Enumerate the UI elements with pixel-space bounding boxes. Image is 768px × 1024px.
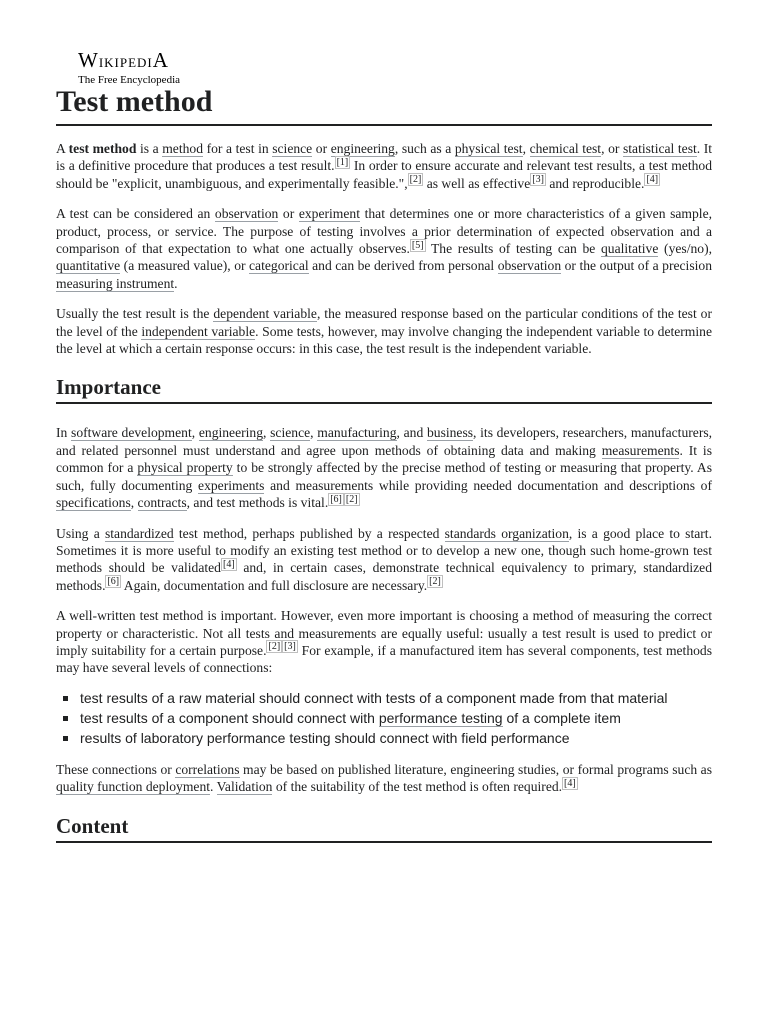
text: , [191,425,199,441]
text: or [312,141,331,156]
citation-ref[interactable]: [2] [268,641,281,653]
text: . [174,275,178,291]
link-experiment[interactable]: experiment [298,206,360,222]
text: and, in certain cases, demonstrate technical equivalency to primary, standardized methods. [56,560,712,593]
link-observation[interactable]: observation [214,206,279,222]
link-statistical-test[interactable]: statistical test [622,141,697,156]
text: , [263,425,271,441]
bullet-icon [63,736,68,741]
connections-list [56,690,712,747]
logo-wordmark-rest: ikipedi [98,51,153,72]
text: , the measured response based on the particular conditions of the test or the level of the [56,306,713,339]
citation-ref[interactable]: [2] [345,493,358,505]
link-chemical-test[interactable]: chemical test [529,141,602,156]
link-business[interactable]: business [426,425,474,441]
list-item [80,690,712,707]
list-item [80,710,712,727]
logo-wordmark: WikipediA [78,48,169,72]
text: as well as effective [423,175,531,191]
text: A well-written test method is important. However, even more important is choosing a method of measuring the correct property or characteristic. Not all tests and measurements are equally useful: usually a test result is used to predict or imply suitability for a certain purpose. [56,608,712,658]
link-standards-organization[interactable]: standards organization [444,525,569,541]
link-specifications[interactable]: specifications [56,495,131,511]
link-manufacturing[interactable]: manufacturing [317,425,397,441]
citation-ref[interactable]: [4] [564,777,576,789]
text: Usually the test result is the [56,306,214,322]
bullet-icon [63,716,68,721]
link-quality-function-deployment[interactable]: quality function deployment [56,779,211,795]
text: These connections or [56,761,176,777]
link-categorical[interactable]: categorical [249,258,309,274]
link-physical-test[interactable]: physical test [454,141,523,156]
logo-tagline: The Free Encyclopedia [78,74,181,86]
link-dependent-variable[interactable]: dependent variable [213,306,317,322]
link-software-development[interactable]: software development [71,425,192,441]
link-physical-property[interactable]: physical property [137,460,233,476]
text: (yes/no), [658,241,713,257]
list-item-text: test results of a raw material should connect with tests of a component made from that material [80,689,668,706]
link-engineering[interactable]: engineering [198,425,264,441]
link-validation[interactable]: Validation [216,779,273,795]
citation-ref[interactable]: [5] [411,239,424,251]
text: Again, documentation and full disclosure are necessary. [121,577,428,593]
citation-ref[interactable]: [6] [107,576,120,588]
importance-paragraph-1 [56,424,712,511]
link-measurements[interactable]: measurements [601,442,680,458]
list-item-text: of a complete item [502,709,621,726]
text: , [522,141,530,156]
text: The results of testing can be [425,241,601,257]
page-title: Test method [56,82,712,126]
text: Using a [56,525,105,541]
link-performance-testing[interactable]: performance testing [378,709,503,726]
citation-ref[interactable]: [3] [284,641,296,653]
intro-paragraph-2 [56,205,712,292]
importance-paragraph-3 [56,607,712,677]
section-heading-content: Content [56,813,712,843]
text: , [130,495,138,511]
list-item-text: results of laboratory performance testing should connect with field performance [80,729,570,746]
citation-ref[interactable]: [1] [336,156,349,168]
link-independent-variable[interactable]: independent variable [141,323,256,339]
text: , and [396,425,427,441]
citation-ref[interactable]: [3] [532,174,544,186]
text: For example, if a manufactured item has several components, test methods may have several levels of connections: [56,642,713,676]
importance-paragraph-4 [56,761,712,796]
text: and can be derived from personal [308,258,498,274]
importance-paragraph-2 [56,525,712,595]
text: , such as a [394,141,455,156]
text: for a test in [203,141,273,156]
citation-ref[interactable]: [4] [646,174,659,186]
bold-term: test method [68,141,137,156]
citation-ref[interactable]: [2] [409,174,422,186]
bullet-icon [63,696,68,701]
text: In order to ensure accurate and relevant test results, a test method should be "explicit, unambiguous, and experimentally feasible.", [56,158,712,191]
text: and reproducible. [545,175,645,191]
link-measuring-instrument[interactable]: measuring instrument [56,275,175,291]
text: A test can be considered an [56,206,215,222]
text: may be based on published literature, engineering studies, or formal programs such as [239,761,713,777]
text: . Some tests, however, may involve changing the independent variable to determine the level at which a certain response occurs: in this case, the test result is the independent variable. [56,323,712,357]
link-science[interactable]: science [270,425,311,441]
text: or [278,206,299,222]
section-heading-importance: Importance [56,374,712,404]
link-contracts[interactable]: contracts [137,495,187,511]
text: , its developers, researchers, manufacturers, and related personnel must understand and agree upon methods of obtaining data and making [56,425,713,458]
link-correlations[interactable]: correlations [175,761,240,777]
intro-paragraph-1 [56,140,712,192]
link-qualitative[interactable]: qualitative [600,241,659,257]
text: and measurements while providing needed documentation and descriptions of [264,477,712,493]
text: , and test methods is vital. [186,495,329,511]
text: , is a good place to start. Sometimes it is more useful to modify an existing test method or to develop a new one, though such home-grown test methods should be validated [56,525,712,576]
text: . [210,779,217,795]
link-engineering[interactable]: engineering [330,141,395,156]
text: (a measured value), or [120,258,250,274]
link-method[interactable]: method [162,141,204,156]
text: . It is common for a [56,442,712,476]
link-quantitative[interactable]: quantitative [56,258,121,274]
list-item [80,730,712,747]
text: . It is a definitive procedure that produces a test result. [56,141,713,174]
text: that determines one or more characteristics of a given sample, product, process, or service. The purpose of testing involves a prior determination of expected observation and a comparison of that expectation to what one actually observes. [56,206,712,257]
link-experiments[interactable]: experiments [198,477,265,493]
text: of the suitability of the test method is often required. [272,779,563,795]
citation-ref[interactable]: [2] [429,576,441,588]
link-observation[interactable]: observation [497,258,562,274]
text: , [310,425,318,441]
text: test method, perhaps published by a respected [173,525,445,541]
text: , or [601,141,623,156]
text: A [56,141,69,156]
citation-ref[interactable]: [6] [330,493,342,505]
link-standardized[interactable]: standardized [104,525,174,541]
text: is a [136,141,163,156]
citation-ref[interactable]: [4] [222,558,235,570]
text: to be strongly affected by the precise method of testing or measuring that property. As such, fully documenting [56,460,713,493]
intro-paragraph-3 [56,305,712,357]
article-content [56,140,712,863]
link-science[interactable]: science [272,141,313,156]
text: or the output of a precision [561,258,712,274]
text: In [56,425,72,441]
list-item-text: test results of a component should connect with [80,709,379,726]
